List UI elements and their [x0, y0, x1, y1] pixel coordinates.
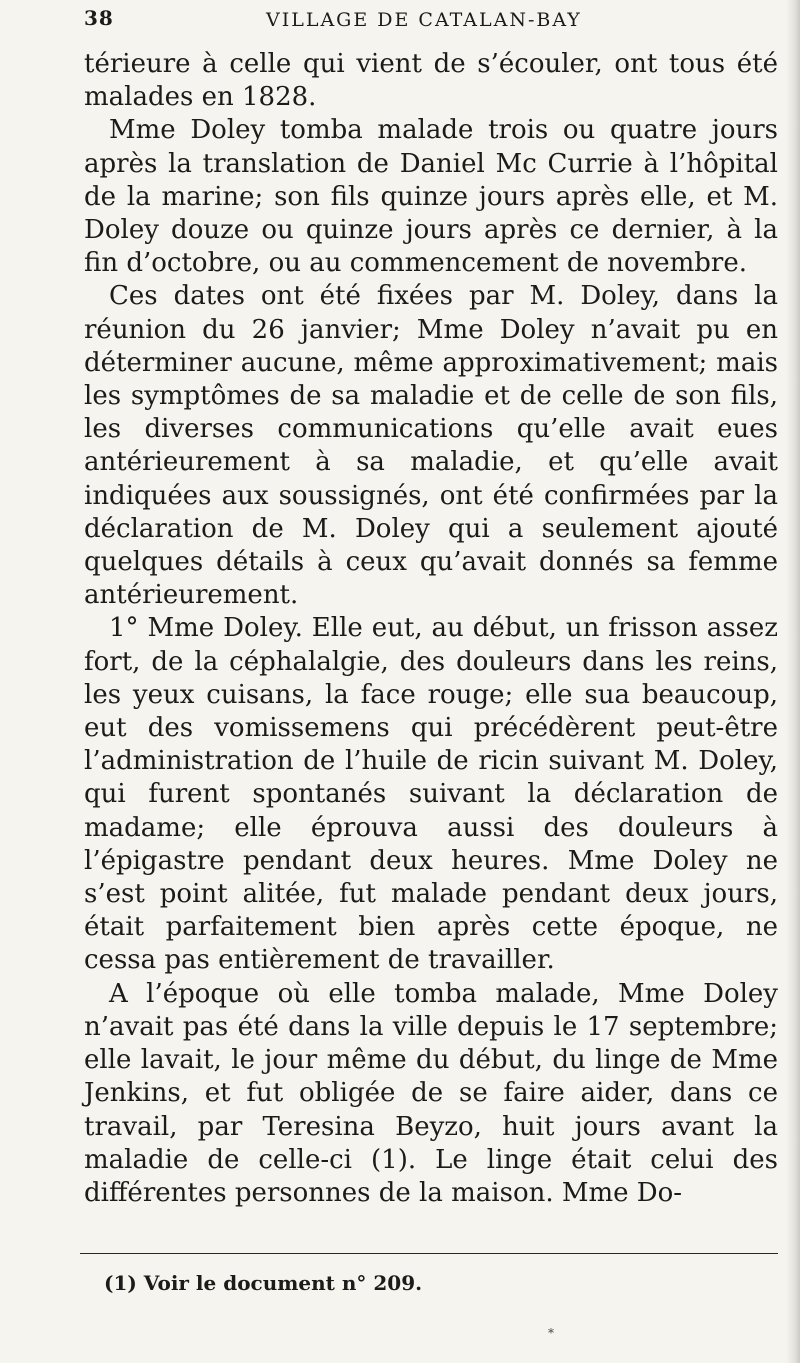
page-number: 38 — [84, 6, 114, 30]
footnote-rule — [80, 1253, 778, 1254]
paragraph: térieure à celle qui vient de s’écouler, ont tous été malades en 1828. — [84, 49, 778, 113]
paragraph: 1° Mme Doley. Elle eut, au début, un frisson assez fort, de la céphalalgie, des douleurs dans les reins, les yeux cuisans, la face rouge; elle sua beaucoup, eut des vomissemens qui précédèrent peut-être l’administration de l’huile de ricin suivant M. Doley, qui furent spontanés suivant la déclaration de madame; elle éprouva aussi des douleurs à l’épigastre pendant deux heures. Mme Doley ne s’est point alitée, fut malade pendant deux jours, était parfaitement bien après cette époque, ne cessa pas entièrement de travailler. — [84, 613, 778, 976]
paragraph: Ces dates ont été fixées par M. Doley, dans la réunion du 26 janvier; Mme Doley n’avait pu en déterminer aucune, même approximativement; mais les symptômes de sa maladie et de celle de son fils, les diverses communications qu’elle avait eues antérieurement à sa maladie, et qu’elle avait indiquées aux soussignés, ont été confirmées par la déclaration de M. Doley qui a seulement ajouté quelques détails à ceux qu’avait donnés sa femme antérieurement. — [84, 281, 778, 611]
paragraph: Mme Doley tomba malade trois ou quatre jours après la translation de Daniel Mc Currie à l’hôpital de la marine; son fils quinze jours après elle, et M. Doley douze ou quinze jours après ce dernier, à la fin d’octobre, ou au commencement de novembre. — [84, 115, 778, 279]
running-head: VILLAGE DE CATALAN-BAY — [266, 9, 582, 31]
page-edge-shadow — [786, 0, 800, 1363]
paragraph: A l’époque où elle tomba malade, Mme Doley n’avait pas été dans la ville depuis le 17 septembre; elle lavait, le jour même du début, du linge de Mme Jenkins, et fut obligée de se faire aider, dans ce travail, par Teresina Beyzo, huit jours avant la maladie de celle-ci (1). Le linge était celui des différentes personnes de la maison. Mme Do- — [84, 978, 778, 1208]
page-header — [84, 6, 774, 46]
footnote: (1) Voir le document n° 209. — [104, 1271, 423, 1295]
stray-mark: * — [548, 1326, 554, 1340]
body-text — [84, 48, 778, 1210]
